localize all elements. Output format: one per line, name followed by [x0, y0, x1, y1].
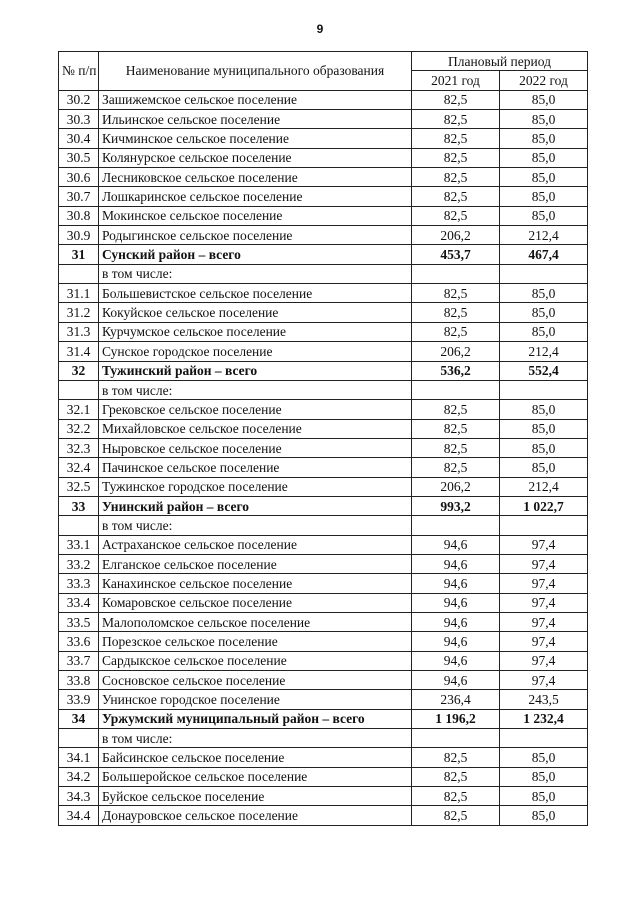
table-row: [59, 593, 588, 612]
municipality-name: Комаровское сельское поселение: [99, 593, 412, 612]
row-number: 30.3: [59, 110, 99, 129]
header-year-2021: 2021 год: [412, 71, 500, 90]
value-2021: 82,5: [412, 458, 500, 477]
table-row: [59, 651, 588, 670]
value-2022: 85,0: [500, 187, 588, 206]
page-number: 9: [316, 22, 324, 36]
value-2021: 536,2: [412, 361, 500, 380]
municipality-name: Ныровское сельское поселение: [99, 438, 412, 457]
value-2021: [412, 729, 500, 748]
municipality-name: Уржумский муниципальный район – всего: [99, 709, 412, 728]
row-number: 32.5: [59, 477, 99, 496]
municipality-name: Сардыкское сельское поселение: [99, 651, 412, 670]
value-2021: 206,2: [412, 342, 500, 361]
value-2021: 82,5: [412, 787, 500, 806]
row-number: 30.8: [59, 206, 99, 225]
value-2021: 82,5: [412, 748, 500, 767]
municipality-name: Елганское сельское поселение: [99, 554, 412, 573]
row-number: 31.1: [59, 284, 99, 303]
row-number: 33: [59, 496, 99, 515]
municipality-name: Унинское городское поселение: [99, 690, 412, 709]
row-number: 34.2: [59, 767, 99, 786]
value-2021: 94,6: [412, 554, 500, 573]
row-number: 31.3: [59, 322, 99, 341]
municipality-name: Сосновское сельское поселение: [99, 671, 412, 690]
value-2021: 94,6: [412, 651, 500, 670]
row-number: 33.9: [59, 690, 99, 709]
row-number: 32: [59, 361, 99, 380]
municipality-name: Порезское сельское поселение: [99, 632, 412, 651]
value-2022: 85,0: [500, 806, 588, 825]
value-2022: 85,0: [500, 458, 588, 477]
value-2022: 85,0: [500, 303, 588, 322]
row-number: 33.3: [59, 574, 99, 593]
municipality-name: Лошкаринское сельское поселение: [99, 187, 412, 206]
value-2022: [500, 729, 588, 748]
row-number: 30.9: [59, 226, 99, 245]
value-2022: 85,0: [500, 767, 588, 786]
row-number: 34.3: [59, 787, 99, 806]
value-2022: 212,4: [500, 342, 588, 361]
value-2021: 236,4: [412, 690, 500, 709]
table-body: [59, 90, 588, 825]
value-2022: 243,5: [500, 690, 588, 709]
municipality-name: Пачинское сельское поселение: [99, 458, 412, 477]
table-row: [59, 787, 588, 806]
table-row: [59, 226, 588, 245]
municipality-name: Малополомское сельское поселение: [99, 612, 412, 631]
municipality-name: в том числе:: [99, 264, 412, 283]
row-number: 33.1: [59, 535, 99, 554]
table-row: [59, 806, 588, 825]
header-period: Плановый период: [412, 52, 588, 71]
value-2022: [500, 380, 588, 399]
header-num: № п/п: [59, 52, 99, 91]
value-2021: 82,5: [412, 438, 500, 457]
municipality-name: Кокуйское сельское поселение: [99, 303, 412, 322]
district-total-row: [59, 245, 588, 264]
row-number: 31.4: [59, 342, 99, 361]
value-2022: [500, 264, 588, 283]
row-number: 33.8: [59, 671, 99, 690]
value-2022: 85,0: [500, 400, 588, 419]
municipality-name: Сунское городское поселение: [99, 342, 412, 361]
value-2022: 552,4: [500, 361, 588, 380]
value-2021: 82,5: [412, 129, 500, 148]
row-number: [59, 264, 99, 283]
value-2022: [500, 516, 588, 535]
municipality-name: Мокинское сельское поселение: [99, 206, 412, 225]
value-2021: 453,7: [412, 245, 500, 264]
table-row: [59, 322, 588, 341]
municipality-name: Ильинское сельское поселение: [99, 110, 412, 129]
value-2021: 206,2: [412, 477, 500, 496]
district-total-row: [59, 496, 588, 515]
row-number: 33.5: [59, 612, 99, 631]
value-2021: 82,5: [412, 168, 500, 187]
municipality-name: Лесниковское сельское поселение: [99, 168, 412, 187]
municipality-name: Байсинское сельское поселение: [99, 748, 412, 767]
table-row: [59, 168, 588, 187]
row-number: 30.4: [59, 129, 99, 148]
table-row: [59, 129, 588, 148]
row-number: [59, 729, 99, 748]
value-2021: 82,5: [412, 767, 500, 786]
value-2022: 1 022,7: [500, 496, 588, 515]
value-2022: 85,0: [500, 284, 588, 303]
municipality-name: Тужинский район – всего: [99, 361, 412, 380]
municipality-name: Сунский район – всего: [99, 245, 412, 264]
value-2022: 85,0: [500, 90, 588, 109]
value-2021: 82,5: [412, 187, 500, 206]
municipality-name: Буйское сельское поселение: [99, 787, 412, 806]
row-number: 34: [59, 709, 99, 728]
municipality-name: Курчумское сельское поселение: [99, 322, 412, 341]
municipality-name: Родыгинское сельское поселение: [99, 226, 412, 245]
value-2021: 82,5: [412, 90, 500, 109]
row-number: 33.7: [59, 651, 99, 670]
budget-table: [58, 51, 588, 826]
value-2021: 82,5: [412, 419, 500, 438]
row-number: 32.3: [59, 438, 99, 457]
value-2021: [412, 264, 500, 283]
value-2021: 206,2: [412, 226, 500, 245]
table-row: [59, 632, 588, 651]
municipality-name: Кичминское сельское поселение: [99, 129, 412, 148]
value-2022: 85,0: [500, 438, 588, 457]
table-row: [59, 90, 588, 109]
row-number: 30.7: [59, 187, 99, 206]
row-number: 33.4: [59, 593, 99, 612]
row-number: 31.2: [59, 303, 99, 322]
value-2022: 1 232,4: [500, 709, 588, 728]
value-2022: 85,0: [500, 419, 588, 438]
value-2021: 993,2: [412, 496, 500, 515]
value-2021: 94,6: [412, 574, 500, 593]
value-2022: 97,4: [500, 612, 588, 631]
table-row: [59, 342, 588, 361]
table-header: [59, 52, 588, 91]
value-2021: 82,5: [412, 206, 500, 225]
table-row: [59, 729, 588, 748]
municipality-name: Большеройское сельское поселение: [99, 767, 412, 786]
row-number: 32.2: [59, 419, 99, 438]
value-2022: 85,0: [500, 787, 588, 806]
value-2021: 1 196,2: [412, 709, 500, 728]
table-row: [59, 574, 588, 593]
row-number: 34.4: [59, 806, 99, 825]
municipality-name: Канахинское сельское поселение: [99, 574, 412, 593]
table-row: [59, 690, 588, 709]
municipality-name: Тужинское городское поселение: [99, 477, 412, 496]
table-row: [59, 671, 588, 690]
table-row: [59, 748, 588, 767]
table-row: [59, 477, 588, 496]
value-2022: 85,0: [500, 110, 588, 129]
header-name: Наименование муниципального образования: [99, 52, 412, 91]
table-row: [59, 303, 588, 322]
table-row: [59, 767, 588, 786]
value-2021: 82,5: [412, 806, 500, 825]
row-number: 30.5: [59, 148, 99, 167]
municipality-name: в том числе:: [99, 380, 412, 399]
value-2021: 94,6: [412, 593, 500, 612]
table-row: [59, 148, 588, 167]
municipality-name: в том числе:: [99, 729, 412, 748]
municipality-name: Астраханское сельское поселение: [99, 535, 412, 554]
value-2022: 85,0: [500, 322, 588, 341]
value-2022: 467,4: [500, 245, 588, 264]
municipality-name: Большевистское сельское поселение: [99, 284, 412, 303]
table-row: [59, 458, 588, 477]
value-2021: 94,6: [412, 671, 500, 690]
row-number: 32.1: [59, 400, 99, 419]
table-row: [59, 380, 588, 399]
row-number: 30.2: [59, 90, 99, 109]
value-2022: 85,0: [500, 168, 588, 187]
value-2022: 85,0: [500, 206, 588, 225]
value-2022: 212,4: [500, 226, 588, 245]
value-2022: 212,4: [500, 477, 588, 496]
value-2021: 82,5: [412, 303, 500, 322]
value-2021: 82,5: [412, 110, 500, 129]
row-number: 31: [59, 245, 99, 264]
district-total-row: [59, 709, 588, 728]
municipality-name: Грековское сельское поселение: [99, 400, 412, 419]
row-number: 30.6: [59, 168, 99, 187]
value-2021: [412, 516, 500, 535]
table-row: [59, 419, 588, 438]
value-2022: 97,4: [500, 535, 588, 554]
table-row: [59, 535, 588, 554]
table-row: [59, 264, 588, 283]
table-row: [59, 206, 588, 225]
row-number: 32.4: [59, 458, 99, 477]
value-2021: 82,5: [412, 400, 500, 419]
value-2022: 97,4: [500, 574, 588, 593]
municipality-name: Колянурское сельское поселение: [99, 148, 412, 167]
value-2021: 94,6: [412, 632, 500, 651]
value-2021: 82,5: [412, 322, 500, 341]
municipality-name: в том числе:: [99, 516, 412, 535]
value-2022: 85,0: [500, 148, 588, 167]
municipality-name: Унинский район – всего: [99, 496, 412, 515]
table-row: [59, 400, 588, 419]
row-number: [59, 516, 99, 535]
municipality-name: Михайловское сельское поселение: [99, 419, 412, 438]
row-number: 33.2: [59, 554, 99, 573]
value-2022: 85,0: [500, 129, 588, 148]
value-2022: 97,4: [500, 632, 588, 651]
district-total-row: [59, 361, 588, 380]
table-row: [59, 187, 588, 206]
value-2022: 97,4: [500, 554, 588, 573]
table-row: [59, 554, 588, 573]
value-2021: 94,6: [412, 612, 500, 631]
value-2022: 97,4: [500, 651, 588, 670]
row-number: [59, 380, 99, 399]
table-row: [59, 284, 588, 303]
table-row: [59, 612, 588, 631]
value-2021: 82,5: [412, 284, 500, 303]
table-row: [59, 438, 588, 457]
row-number: 33.6: [59, 632, 99, 651]
value-2022: 85,0: [500, 748, 588, 767]
municipality-name: Зашижемское сельское поселение: [99, 90, 412, 109]
value-2021: 82,5: [412, 148, 500, 167]
value-2022: 97,4: [500, 671, 588, 690]
table-row: [59, 110, 588, 129]
table-row: [59, 516, 588, 535]
value-2022: 97,4: [500, 593, 588, 612]
header-year-2022: 2022 год: [500, 71, 588, 90]
municipality-name: Донауровское сельское поселение: [99, 806, 412, 825]
value-2021: [412, 380, 500, 399]
value-2021: 94,6: [412, 535, 500, 554]
row-number: 34.1: [59, 748, 99, 767]
